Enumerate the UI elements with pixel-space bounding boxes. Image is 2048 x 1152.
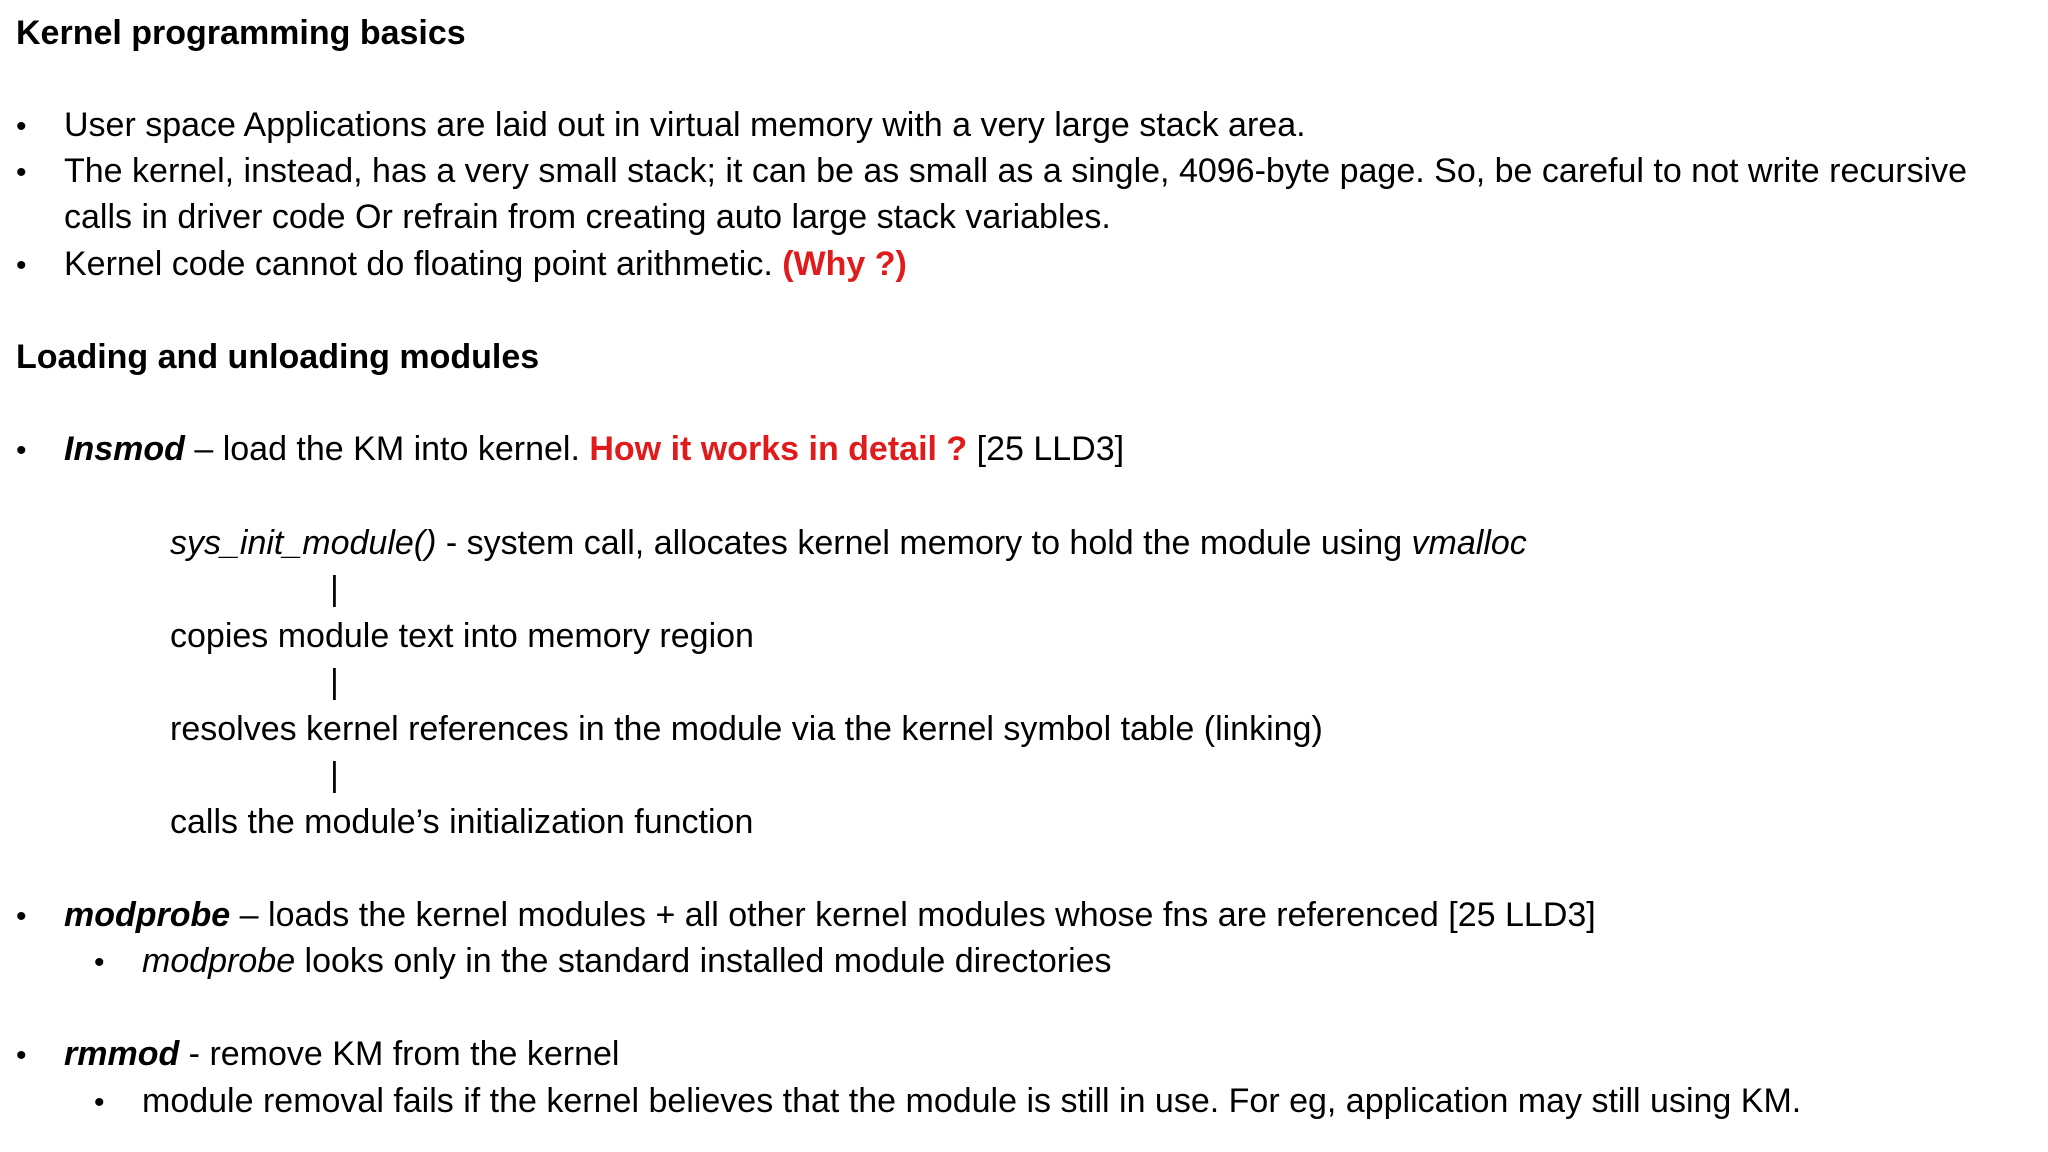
- bullet-modprobe: [64, 892, 1596, 938]
- bullet: •: [16, 434, 27, 467]
- why-question: (Why ?): [782, 245, 907, 283]
- flow-connector: |: [330, 663, 339, 701]
- insmod-term: Insmod: [64, 430, 185, 468]
- flow-step-sys-init: [170, 520, 1527, 566]
- modprobe-sub-term: modprobe: [142, 942, 296, 980]
- floating-point-text: Kernel code cannot do floating point arithmetic.: [64, 245, 773, 283]
- flow-step-calls-init: calls the module’s initialization function: [170, 803, 754, 841]
- bullet-rmmod: [64, 1031, 619, 1077]
- flow-step-resolves: resolves kernel references in the module via the kernel symbol table (linking): [170, 710, 1323, 748]
- bullet-kernel-stack-line1: The kernel, instead, has a very small stack; it can be as small as a single, 4096-byte page. So, be careful to not write recursive: [64, 152, 1968, 190]
- insmod-ref: [25 LLD3]: [967, 430, 1125, 468]
- sys-init-func: sys_init_module(): [170, 524, 437, 562]
- rmmod-term: rmmod: [64, 1035, 180, 1073]
- insmod-question: How it works in detail ?: [589, 430, 968, 468]
- sub-bullet-rmmod: module removal fails if the kernel believes that the module is still in use. For eg, application may still using KM.: [142, 1082, 1802, 1120]
- sys-init-text: - system call, allocates kernel memory to hold the module using: [436, 524, 1412, 562]
- bullet-user-space: User space Applications are laid out in virtual memory with a very large stack area.: [64, 106, 1306, 144]
- vmalloc-term: vmalloc: [1411, 524, 1527, 562]
- sub-bullet: •: [94, 1086, 105, 1119]
- bullet: •: [16, 110, 27, 143]
- bullet: •: [16, 1039, 27, 1072]
- flow-step-copies: copies module text into memory region: [170, 617, 754, 655]
- bullet: •: [16, 900, 27, 933]
- modprobe-term: modprobe: [64, 896, 231, 934]
- bullet-floating-point: [64, 241, 907, 287]
- heading-loading-modules: Loading and unloading modules: [16, 338, 540, 376]
- rmmod-text: - remove KM from the kernel: [179, 1035, 620, 1073]
- modprobe-sub-text: looks only in the standard installed module directories: [295, 942, 1112, 980]
- flow-connector: |: [330, 570, 339, 608]
- insmod-text: – load the KM into kernel.: [184, 430, 590, 468]
- bullet: •: [16, 156, 27, 189]
- bullet-insmod: [64, 426, 1124, 472]
- heading-kernel-basics: Kernel programming basics: [16, 14, 466, 52]
- flow-connector: |: [330, 756, 339, 794]
- modprobe-text: – loads the kernel modules + all other kernel modules whose fns are referenced [25 LLD3]: [230, 896, 1596, 934]
- bullet-kernel-stack-line2: calls in driver code Or refrain from creating auto large stack variables.: [64, 198, 1111, 236]
- sub-bullet: •: [94, 946, 105, 979]
- bullet: •: [16, 249, 27, 282]
- sub-bullet-modprobe: [142, 938, 1112, 984]
